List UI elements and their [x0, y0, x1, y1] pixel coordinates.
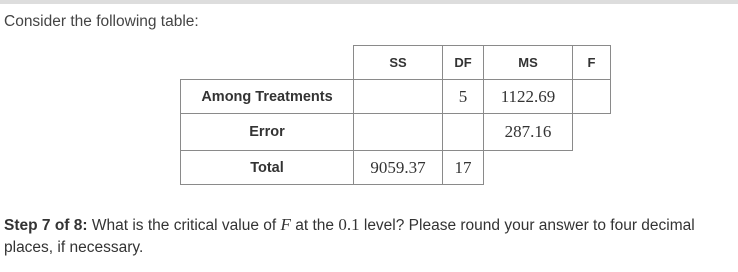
step-text-after: level? Please round your answer to four decimal places, if necessary.: [4, 217, 695, 256]
step-prefix: Step 7 of 8:: [4, 217, 88, 234]
significance-level: 0.1: [338, 215, 360, 234]
cell-error-df: [442, 113, 484, 151]
header-ms: MS: [483, 45, 573, 80]
cell-among-f: [572, 79, 611, 114]
cell-error-ss: [353, 113, 443, 151]
row-label-total: Total: [180, 150, 354, 185]
cell-total-ss: 9059.37: [353, 150, 443, 185]
header-ss: SS: [353, 45, 443, 80]
step-text-middle: at the: [290, 217, 339, 234]
header-df: DF: [442, 45, 484, 80]
top-divider: [0, 0, 738, 4]
cell-among-ss: [353, 79, 443, 114]
cell-error-ms: 287.16: [483, 113, 573, 151]
f-symbol: F: [280, 215, 291, 234]
intro-text: Consider the following table:: [4, 13, 199, 30]
cell-total-df: 17: [442, 150, 484, 185]
header-f: F: [572, 45, 611, 80]
step-question: [4, 214, 738, 259]
cell-among-df: 5: [442, 79, 484, 114]
cell-among-ms: 1122.69: [483, 79, 573, 114]
row-label-among-treatments: Among Treatments: [180, 79, 354, 114]
row-label-error: Error: [180, 113, 354, 151]
step-text-before-f: What is the critical value of: [87, 217, 281, 234]
